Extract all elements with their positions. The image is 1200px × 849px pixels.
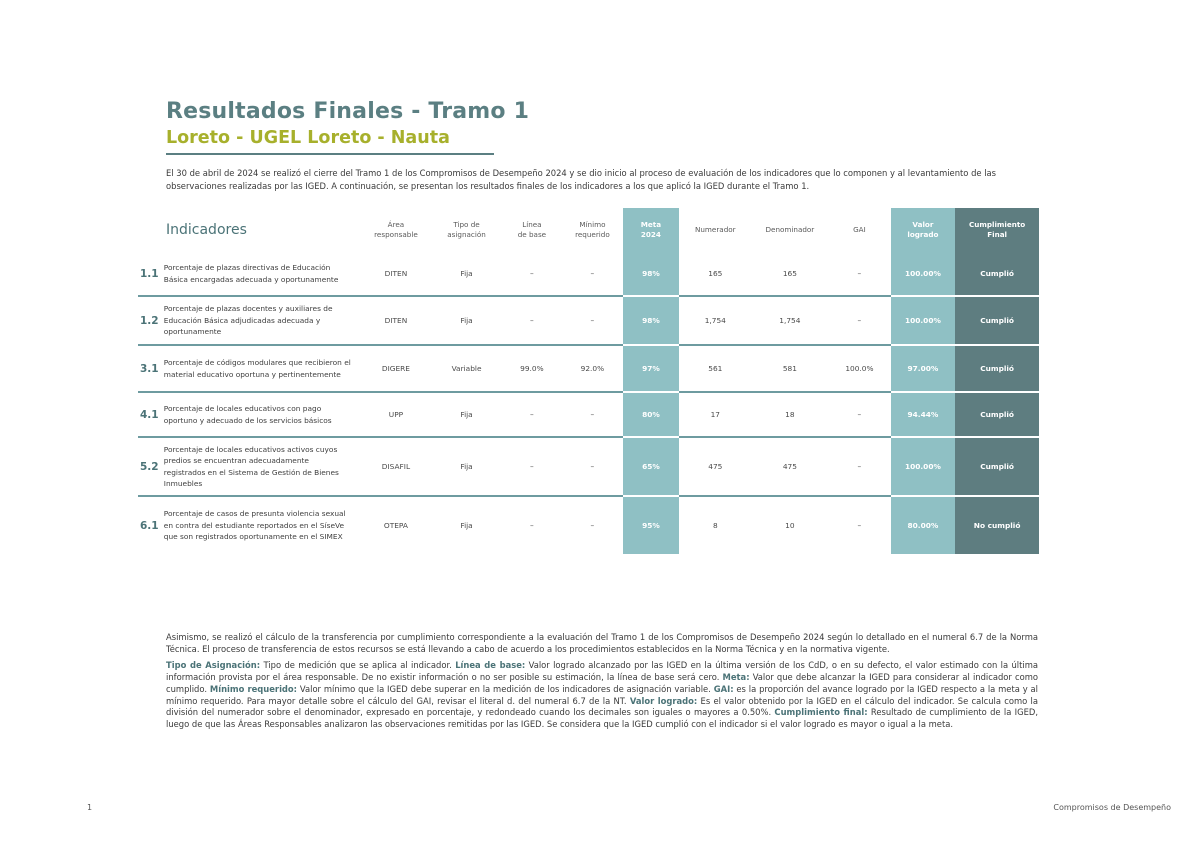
cell-tipo: Fija xyxy=(431,252,501,296)
cell-linea: – xyxy=(502,437,562,496)
cell-numerador: 8 xyxy=(712,521,718,530)
cell-linea: – xyxy=(502,252,562,296)
cell-linea: – xyxy=(502,296,562,345)
cell-gai: – xyxy=(828,296,890,345)
def-term: Valor logrado: xyxy=(629,695,698,706)
table-header-row xyxy=(138,208,1039,252)
row-number: 6.1 xyxy=(140,519,159,532)
page-number: 1 xyxy=(87,803,93,812)
header-numerador: Numerador xyxy=(694,225,736,234)
indicator-name: Porcentaje de códigos modulares que recibieron el material educativo oportuna y pertinentemente xyxy=(164,345,361,392)
indicator-name: Porcentaje de casos de presunta violencia sexual en contra del estudiante reportados en el SíseVe que son registrados oportunamente en el SIMEX xyxy=(163,509,346,542)
table-row xyxy=(138,496,1039,554)
cell-numerador: 165 xyxy=(679,252,751,296)
cell-area: UPP xyxy=(361,392,432,437)
cell-meta: 97% xyxy=(623,345,679,392)
def-term: GAI: xyxy=(713,683,734,694)
cell-meta: 95% xyxy=(623,496,679,554)
cell-valor: 100.00% xyxy=(891,296,956,345)
cell-meta: 98% xyxy=(623,252,679,296)
def-term: Cumplimiento final: xyxy=(774,707,868,718)
cell-gai: 100.0% xyxy=(828,345,890,392)
def-text: Es el valor obtenido por la IGED en el cálculo del indicador. Se calcula como la división del numerador sobre el denominador, expresado en porcentaje, y redondeado cuando los decimales son iguales o mayores a 0.50%. xyxy=(166,695,1038,718)
row-number: 5.2 xyxy=(138,437,164,496)
header-indicadores: Indicadores xyxy=(166,222,247,238)
table-row xyxy=(138,252,1039,296)
cell-gai: – xyxy=(857,521,862,530)
header-linea: Línea de base xyxy=(517,220,547,239)
cell-minimo: – xyxy=(562,296,623,345)
cell-cumplimiento: Cumplió xyxy=(955,345,1039,392)
cell-linea: – xyxy=(530,521,534,530)
cell-cumplimiento: No cumplió xyxy=(955,496,1039,554)
cell-cumplimiento: Cumplió xyxy=(955,437,1039,496)
def-text: Valor mínimo que la IGED debe superar en la medición de los indicadores de asignación variable. xyxy=(297,683,714,694)
row-number: 1.2 xyxy=(138,296,164,345)
header-gai: GAI xyxy=(853,225,866,234)
cell-meta: 80% xyxy=(623,392,679,437)
def-term: Tipo de Asignación: xyxy=(166,660,261,671)
title-underline xyxy=(166,153,494,155)
table-row xyxy=(138,345,1039,392)
cell-denominador: 18 xyxy=(752,392,829,437)
indicators-table xyxy=(138,208,1039,554)
cell-numerador: 561 xyxy=(679,345,751,392)
def-term: Mínimo requerido: xyxy=(209,683,298,694)
def-term: Meta: xyxy=(722,672,750,683)
cell-denominador: 165 xyxy=(752,252,829,296)
cell-linea: – xyxy=(502,392,562,437)
cell-minimo: – xyxy=(590,521,595,530)
def-text: Tipo de medición que se aplica al indicador. xyxy=(260,660,456,671)
cell-linea: 99.0% xyxy=(502,345,562,392)
table-row xyxy=(138,392,1039,437)
cell-numerador: 17 xyxy=(679,392,751,437)
row-number: 4.1 xyxy=(138,392,164,437)
table-row xyxy=(138,437,1039,496)
intro-paragraph: El 30 de abril de 2024 se realizó el cierre del Tramo 1 de los Compromisos de Desempeño 2024 y se dio inicio al proceso de evaluación de los indicadores que lo componen y al levantamiento de las observaciones realizadas por las IGED. A continuación, se presentan los resultados finales de los indicadores a los que aplicó la IGED durante el Tramo 1. xyxy=(166,168,997,191)
cell-tipo: Fija xyxy=(431,437,501,496)
cell-area: DITEN xyxy=(361,252,432,296)
def-term: Línea de base: xyxy=(455,660,526,671)
cell-gai: – xyxy=(828,392,890,437)
cell-minimo: – xyxy=(562,437,623,496)
cell-valor: 94.44% xyxy=(891,392,956,437)
indicator-name: Porcentaje de plazas directivas de Educación Básica encargadas adecuada y oportunamente xyxy=(164,252,361,296)
header-meta: Meta 2024 xyxy=(623,208,679,252)
cell-minimo: – xyxy=(562,392,623,437)
transfer-paragraph: Asimismo, se realizó el cálculo de la transferencia por cumplimiento correspondiente a la evaluación del Tramo 1 de los Compromisos de Desempeño 2024 según lo detallado en el numeral 6.7 de la Norma Técnica. El proceso de transferencia de estos recursos se está llevando a cabo de acuerdo a los procedimientos establecidos en la Norma Técnica y en la normativa vigente. xyxy=(166,632,1038,654)
indicator-name: Porcentaje de locales educativos activos cuyos predios se encuentran adecuadamente registrados en el Sistema de Gestión de Bienes Inmuebles xyxy=(164,437,361,496)
cell-tipo: Fija xyxy=(431,296,501,345)
cell-cumplimiento: Cumplió xyxy=(955,296,1039,345)
header-cumplimiento: Cumplimiento Final xyxy=(955,208,1039,252)
row-number: 1.1 xyxy=(138,252,164,296)
def-text: Resultado de cumplimiento de la IGED, luego de que las Áreas Responsables analizaron las observaciones remitidas por las IGED. Se considera que la IGED cumplió con el indicador si el valor logrado es mayor o igual a la meta. xyxy=(166,707,1039,729)
cell-tipo: Fija xyxy=(431,392,501,437)
cell-denominador: 10 xyxy=(785,521,795,530)
header-tipo: Tipo de asignación xyxy=(447,220,486,239)
cell-valor: 100.00% xyxy=(891,252,956,296)
cell-valor: 100.00% xyxy=(891,437,956,496)
footer-title: Compromisos de Desempeño xyxy=(1053,803,1171,812)
header-valor: Valor logrado xyxy=(891,208,956,252)
cell-denominador: 581 xyxy=(752,345,829,392)
cell-valor: 97.00% xyxy=(891,345,956,392)
def-text: Valor que debe alcanzar la IGED para considerar al indicador como cumplido. xyxy=(166,672,1038,694)
cell-area: DIGERE xyxy=(361,345,432,392)
cell-meta: 65% xyxy=(623,437,679,496)
cell-cumplimiento: Cumplió xyxy=(955,252,1039,296)
cell-gai: – xyxy=(828,252,890,296)
page-subtitle: Loreto - UGEL Loreto - Nauta xyxy=(166,128,450,148)
header-minimo: Mínimo requerido xyxy=(575,220,610,239)
indicator-name: Porcentaje de plazas docentes y auxiliares de Educación Básica adjudicadas adecuada y oportunamente xyxy=(164,296,361,345)
cell-minimo: – xyxy=(562,252,623,296)
def-text: Valor logrado alcanzado por las IGED en la última versión de los CdD, o en su defecto, el valor estimado con la última información provista por el área responsable. De no existir información o no ser posible su estimación, la línea de base será cero. xyxy=(166,660,1038,683)
indicator-name: Porcentaje de locales educativos con pago oportuno y adecuado de los servicios básicos xyxy=(164,392,361,437)
cell-gai: – xyxy=(828,437,890,496)
page-title: Resultados Finales - Tramo 1 xyxy=(166,99,530,124)
cell-cumplimiento: Cumplió xyxy=(955,392,1039,437)
cell-area: DITEN xyxy=(361,296,432,345)
cell-minimo: 92.0% xyxy=(562,345,623,392)
definitions-paragraph xyxy=(166,660,1038,730)
cell-area: DISAFIL xyxy=(361,437,432,496)
def-text: es la proporción del avance logrado por la IGED respecto a la meta y al mínimo requerido. Para mayor detalle sobre el cálculo del GAI, revisar el literal d. del numeral 6.7 de la NT. xyxy=(166,683,1038,706)
header-area: Área responsable xyxy=(374,220,418,239)
cell-denominador: 1,754 xyxy=(752,296,829,345)
cell-area: OTEPA xyxy=(383,521,408,530)
cell-numerador: 475 xyxy=(679,437,751,496)
cell-tipo: Fija xyxy=(460,521,473,530)
header-denominador: Denominador xyxy=(765,225,815,234)
row-number: 3.1 xyxy=(138,345,164,392)
cell-valor: 80.00% xyxy=(891,496,956,554)
cell-numerador: 1,754 xyxy=(679,296,751,345)
table-row xyxy=(138,296,1039,345)
notes-section xyxy=(166,632,1038,736)
cell-denominador: 475 xyxy=(752,437,829,496)
cell-meta: 98% xyxy=(623,296,679,345)
cell-tipo: Variable xyxy=(431,345,501,392)
